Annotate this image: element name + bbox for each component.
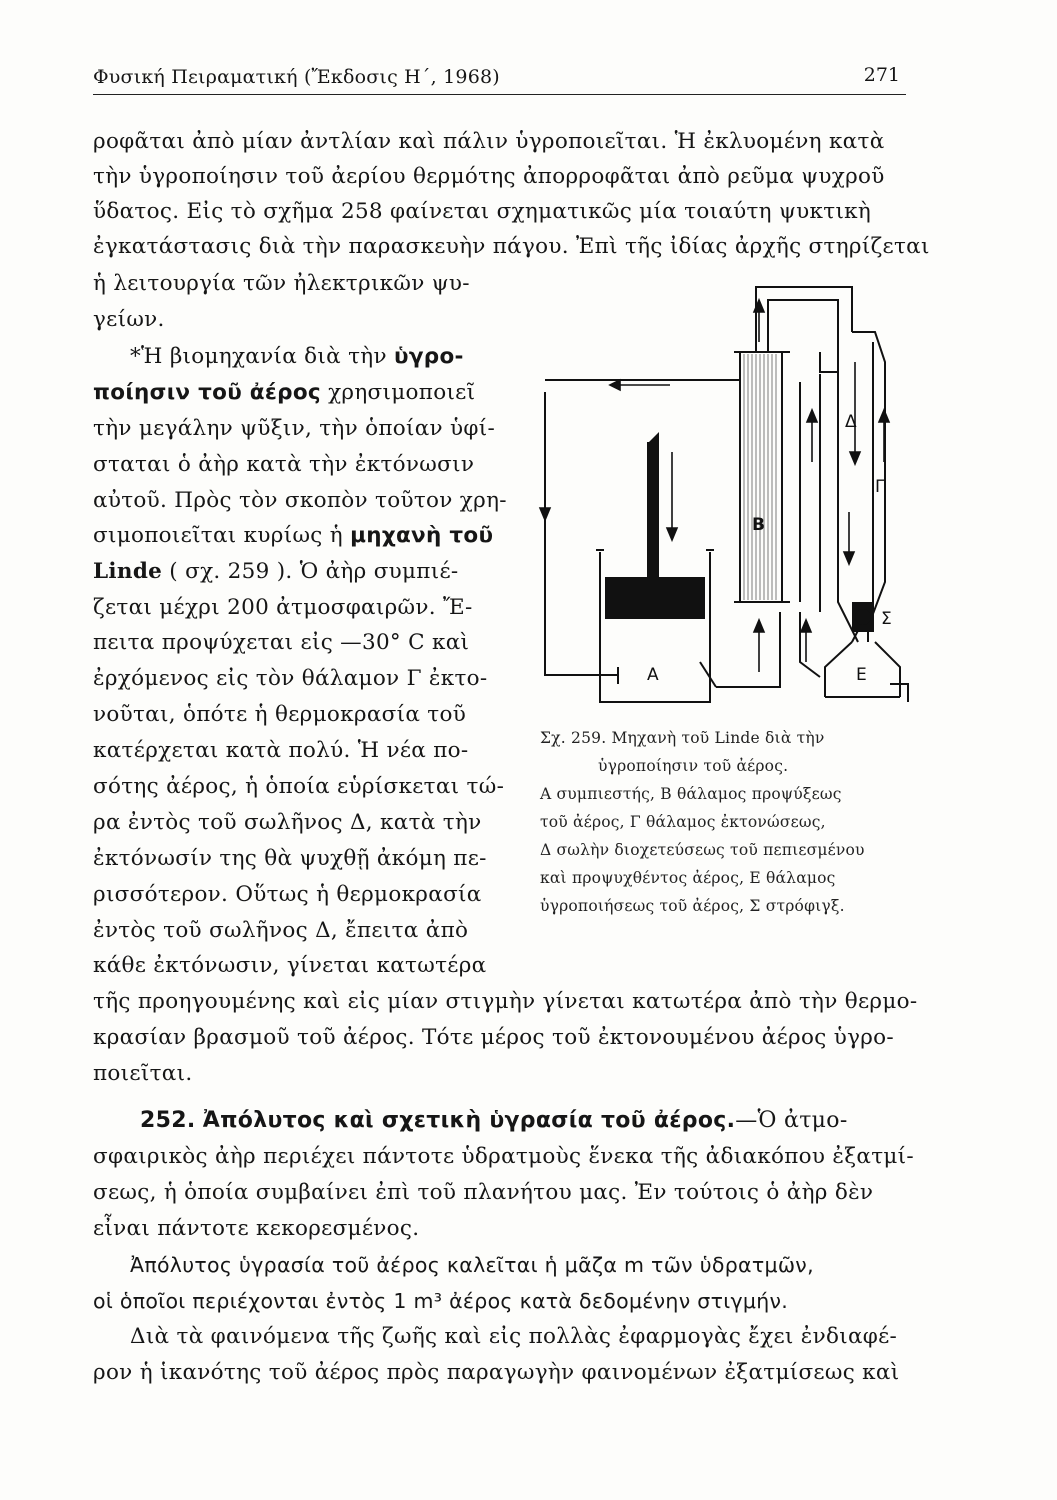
page-number: 271	[863, 64, 900, 86]
running-header	[93, 62, 906, 95]
text-run: σιμοποιεῖται κυρίως ἡ	[93, 523, 343, 548]
section-number: 252.	[140, 1108, 196, 1133]
bold-term: μηχανὴ τοῦ	[350, 523, 494, 548]
piston	[605, 577, 705, 619]
text-line: σεως, ἡ ὁποία συμβαίνει ἐπὶ τοῦ πλανήτου μας. Ἐν τούτοις ὁ ἀὴρ δὲν	[93, 1180, 874, 1205]
text-line: ἐρχόμενος εἰς τὸν θάλαμον Γ ἐκτο-	[93, 666, 488, 691]
linde-machine-diagram	[520, 282, 925, 730]
text-line: γείων.	[93, 307, 165, 332]
text-line: ἐκτόνωσίν της θὰ ψυχθῇ ἀκόμη πε-	[93, 846, 487, 871]
text-line	[93, 522, 493, 550]
definition-line: Ἀπόλυτος ὑγρασία τοῦ ἀέρος καλεῖται ἡ μᾶζα m τῶν ὑδρατμῶν,	[130, 1253, 814, 1277]
text-line: τῆς προηγουμένης καὶ εἰς μίαν στιγμὴν γίνεται κατωτέρα ἀπὸ τὴν θερμο-	[93, 989, 918, 1014]
label-gamma: Γ	[875, 477, 885, 497]
text-run: *Ἡ βιομηχανία διὰ τὴν	[130, 344, 387, 369]
figure-caption: ὑγροποιήσεως τοῦ ἀέρος, Σ στρόφιγξ.	[540, 897, 845, 915]
text-line: αὐτοῦ. Πρὸς τὸν σκοπὸν τοῦτον χρη-	[93, 488, 507, 513]
text-line: τὴν ὑγροποίησιν τοῦ ἀερίου θερμότης ἀπορροφᾶται ἀπὸ ρεῦμα ψυχροῦ	[93, 164, 885, 189]
running-title: Φυσική Πειραματική (Ἔκδοσις Η΄, 1968)	[93, 66, 500, 88]
bold-term: Linde	[93, 559, 163, 584]
text-line: πειτα προψύχεται εἰς —30° C καὶ	[93, 630, 470, 655]
text-line	[93, 558, 458, 586]
text-line: σότης ἀέρος, ἡ ὁποία εὑρίσκεται τώ-	[93, 774, 505, 799]
text-line: ποιεῖται.	[93, 1061, 193, 1086]
text-run: χρησιμοποιεῖ	[328, 380, 476, 405]
text-line: ροφᾶται ἀπὸ μίαν ἀντλίαν καὶ πάλιν ὑγροποιεῖται. Ἡ ἐκλυομένη κατὰ	[93, 129, 885, 154]
figure-caption: καὶ προψυχθέντος ἀέρος, Ε θάλαμος	[540, 869, 836, 887]
text-line: ρισσότερον. Οὕτως ἡ θερμοκρασία	[93, 882, 482, 907]
text-line: νοῦται, ὁπότε ἡ θερμοκρασία τοῦ	[93, 702, 467, 727]
text-line: ὕδατος. Εἰς τὸ σχῆμα 258 φαίνεται σχηματικῶς μία τοιαύτη ψυκτικὴ	[93, 199, 872, 224]
text-line: κάθε ἐκτόνωσιν, γίνεται κατωτέρα	[93, 953, 487, 978]
text-line	[93, 379, 475, 407]
label-sigma: Σ	[881, 609, 892, 629]
text-line: σφαιρικὸς ἀὴρ περιέχει πάντοτε ὑδρατμοὺς ἕνεκα τῆς ἀδιακόπου ἐξατμί-	[93, 1144, 914, 1169]
text-line: ζεται μέχρι 200 ἀτμοσφαιρῶν. Ἔ-	[93, 595, 473, 620]
text-line: ἐντὸς τοῦ σωλῆνος Δ, ἔπειτα ἀπὸ	[93, 918, 469, 943]
label-b: B	[752, 515, 765, 535]
text-line: ρα ἐντὸς τοῦ σωλῆνος Δ, κατὰ τὴν	[93, 810, 482, 835]
bold-term: ποίησιν τοῦ ἀέρος	[93, 380, 321, 405]
text-line: σταται ὁ ἀὴρ κατὰ τὴν ἐκτόνωσιν	[93, 452, 475, 477]
piston-rod	[647, 442, 659, 577]
text-line: ἡ λειτουργία τῶν ἠλεκτρικῶν ψυ-	[93, 271, 470, 296]
text-run: —Ὁ ἀτμο-	[735, 1108, 848, 1133]
section-heading	[140, 1107, 848, 1135]
section-title: Ἀπόλυτος καὶ σχετικὴ ὑγρασία τοῦ ἀέρος.	[202, 1108, 736, 1133]
text-line: εἶναι πάντοτε κεκορεσμένος.	[93, 1216, 420, 1241]
label-a: A	[647, 665, 659, 685]
flow-arrows	[540, 300, 889, 672]
figure-caption: Σχ. 259. Μηχανὴ τοῦ Linde διὰ τὴν	[540, 729, 825, 747]
text-line: τὴν μεγάλην ψῦξιν, τὴν ὁποίαν ὑφί-	[93, 416, 496, 441]
label-e: E	[856, 665, 867, 685]
text-line: ἐγκατάστασις διὰ τὴν παρασκευὴν πάγου. Ἐπὶ τῆς ἰδίας ἀρχῆς στηρίζεται	[93, 234, 930, 259]
figure-caption: ὑγροποίησιν τοῦ ἀέρος.	[598, 757, 789, 775]
text-line: Διὰ τὰ φαινόμενα τῆς ζωῆς καὶ εἰς πολλὰς ἐφαρμογὰς ἔχει ἐνδιαφέ-	[130, 1324, 898, 1349]
text-line: κατέρχεται κατὰ πολύ. Ἡ νέα πο-	[93, 738, 469, 763]
figure-caption: τοῦ ἀέρος, Γ θάλαμος ἐκτονώσεως,	[540, 813, 826, 831]
text-line: κρασίαν βρασμοῦ τοῦ ἀέρος. Τότε μέρος τοῦ ἐκτονουμένου ἀέρος ὑγρο-	[93, 1025, 894, 1050]
text-line: ρον ἡ ἱκανότης τοῦ ἀέρος πρὸς παραγωγὴν φαινομένων ἐξατμίσεως καὶ	[93, 1360, 900, 1385]
chamber-b-tubes	[744, 354, 776, 600]
definition-line: οἱ ὁποῖοι περιέχονται ἐντὸς 1 m³ ἀέρος κατὰ δεδομένην στιγμήν.	[93, 1289, 789, 1313]
figure-caption: Α συμπιεστής, Β θάλαμος προψύξεως	[540, 785, 842, 803]
figure-caption: Δ σωλὴν διοχετεύσεως τοῦ πεπιεσμένου	[540, 841, 865, 859]
text-line	[130, 343, 464, 371]
label-delta: Δ	[845, 412, 857, 432]
text-run: ( σχ. 259 ). Ὁ ἀὴρ συμπιέ-	[169, 559, 459, 584]
bold-term: ὑγρο-	[394, 344, 464, 369]
